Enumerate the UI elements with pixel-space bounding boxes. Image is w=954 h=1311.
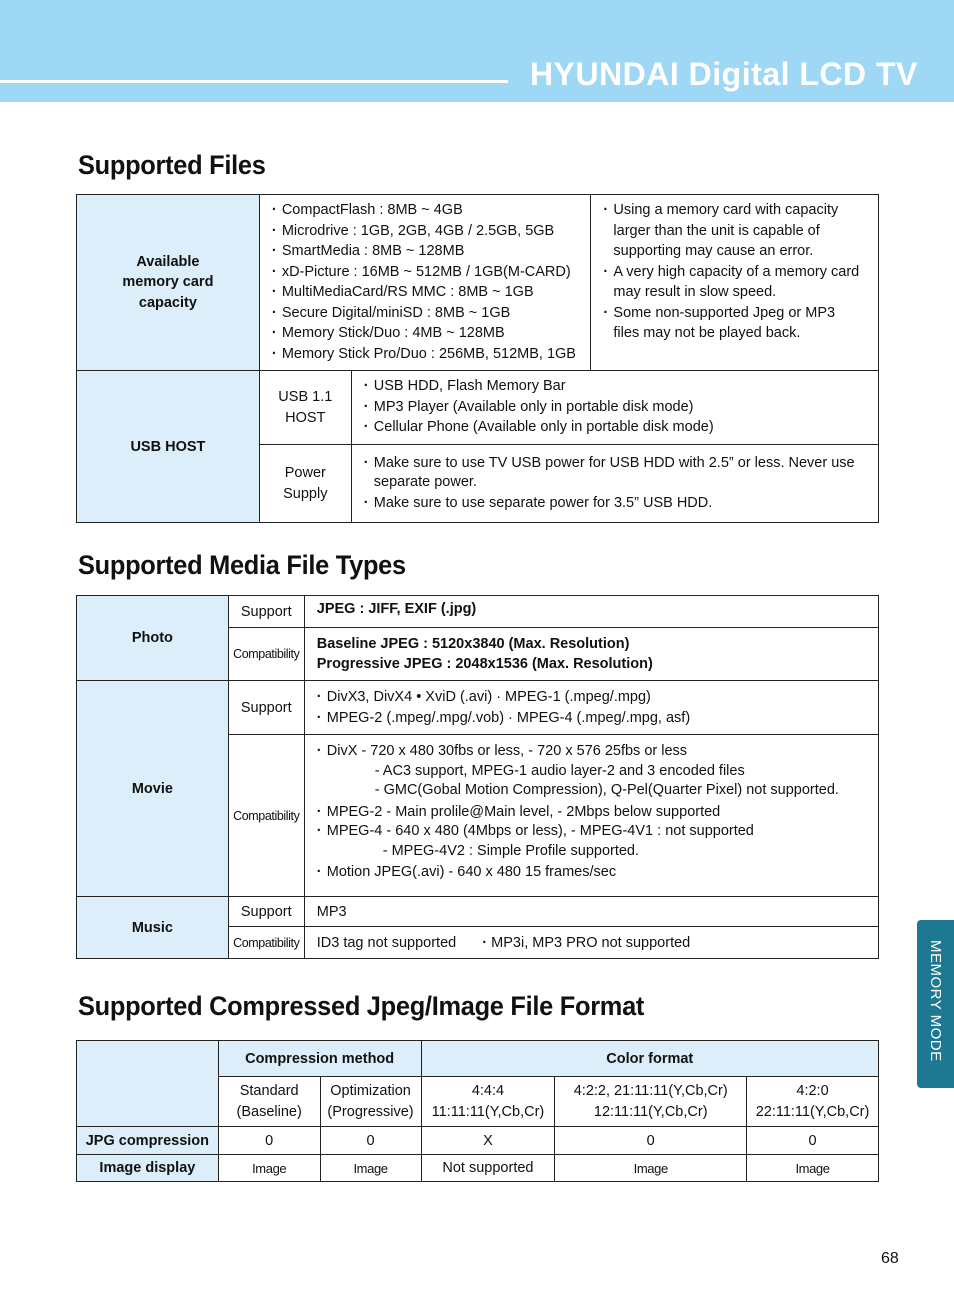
- list-item: · xD-Picture : 16MB ~ 512MB / 1GB(M-CARD): [272, 262, 583, 283]
- corner-cell: [77, 1041, 219, 1127]
- movie-support-label: Support: [228, 681, 304, 735]
- memory-card-label: Available memory card capacity: [77, 195, 260, 371]
- list-item: · Memory Stick Pro/Duo : 256MB, 512MB, 1GB: [272, 344, 583, 365]
- table-cell: 0: [555, 1127, 747, 1155]
- movie-label: Movie: [77, 681, 229, 897]
- list-item: · DivX - 720 x 480 30fbs or less, - 720 x 576 25fbs or less: [317, 742, 870, 762]
- list-item: · USB HDD, Flash Memory Bar: [364, 376, 870, 397]
- list-item: - AC3 support, MPEG-1 audio layer-2 and 3 encoded files: [374, 762, 745, 779]
- photo-label: Photo: [77, 596, 229, 681]
- memory-card-list: [259, 195, 591, 371]
- list-item: · Memory Stick/Duo : 4MB ~ 128MB: [272, 323, 583, 344]
- table-cell: Not supported: [421, 1155, 555, 1182]
- list-item: · A very high capacity of a memory card may result in slow speed.: [603, 262, 864, 303]
- table-cell: Image: [218, 1155, 320, 1182]
- list-item: · MP3 Player (Available only in portable disk mode): [364, 397, 870, 418]
- memory-card-notes: [591, 195, 879, 371]
- photo-support-label: Support: [228, 596, 304, 628]
- usb-host-list: [351, 371, 878, 445]
- power-supply-list: [351, 445, 878, 523]
- list-item: - GMC(Gobal Motion Compression), Q-Pel(Quarter Pixel) not supported.: [374, 782, 839, 798]
- memory-mode-tab[interactable]: [917, 920, 954, 1088]
- list-item: · Some non-supported Jpeg or MP3 files may not be played back.: [603, 303, 864, 344]
- list-item: · Make sure to use separate power for 3.5” USB HDD.: [364, 492, 856, 514]
- movie-support-value: [304, 681, 878, 735]
- column-header: 4:2:0 22:11:11(Y,Cb,Cr): [747, 1077, 879, 1127]
- row-label: Image display: [77, 1155, 219, 1182]
- music-support-label: Support: [228, 897, 304, 927]
- list-item: · MultiMediaCard/RS MMC : 8MB ~ 1GB: [272, 282, 583, 303]
- music-compat-note: ID3 tag not supported: [316, 934, 457, 951]
- list-item: · MPEG-2 - Main prolile@Main level, - 2Mbps below supported: [317, 803, 870, 823]
- list-item: · Using a memory card with capacity larger than the unit is capable of supporting may cause an error.: [603, 200, 864, 262]
- compression-method-header: Compression method: [218, 1041, 421, 1077]
- list-item: · MPEG-2 (.mpeg/.mpg/.vob) · MPEG-4 (.mpeg/.mpg, asf): [317, 708, 870, 729]
- list-item: · Cellular Phone (Available only in portable disk mode): [364, 417, 870, 438]
- list-item: · Secure Digital/miniSD : 8MB ~ 1GB: [272, 303, 583, 324]
- media-file-types-table: [76, 595, 879, 959]
- table-row: [77, 1155, 879, 1182]
- list-item: · CompactFlash : 8MB ~ 4GB: [272, 200, 583, 221]
- usb-11-host-label: USB 1.1 HOST: [259, 371, 351, 445]
- music-compat-note: MP3i, MP3 PRO not supported: [491, 934, 691, 951]
- photo-compat-label: Compatibility: [228, 628, 304, 681]
- list-item: · DivX3, DivX4 • XviD (.avi) · MPEG-1 (.mpeg/.mpg): [317, 687, 870, 708]
- photo-compat-line: Progressive JPEG : 2048x1536 (Max. Resolution): [316, 656, 653, 672]
- list-item: · Make sure to use TV USB power for USB HDD with 2.5” or less. Never use separate power.: [364, 454, 856, 492]
- table-cell: 0: [747, 1127, 879, 1155]
- music-support-value: MP3: [304, 897, 878, 927]
- table-cell: Image: [747, 1155, 879, 1182]
- table-cell: 0: [320, 1127, 421, 1155]
- list-item: - MPEG-4V2 : Simple Profile supported.: [382, 842, 640, 859]
- photo-compat-value: [304, 628, 878, 681]
- power-supply-label: Power Supply: [259, 445, 351, 523]
- table-cell: 0: [218, 1127, 320, 1155]
- list-item: · MPEG-4 - 640 x 480 (4Mbps or less), - MPEG-4V1 : not supported: [317, 822, 870, 842]
- header-title: HYUNDAI Digital LCD TV: [530, 56, 918, 92]
- music-label: Music: [77, 897, 229, 959]
- movie-compat-value: [304, 735, 878, 897]
- table-cell: Image: [320, 1155, 421, 1182]
- music-compat-value: ID3 tag not supported · MP3i, MP3 PRO not supported: [304, 927, 878, 959]
- list-item: · Motion JPEG(.avi) - 640 x 480 15 frames/sec: [317, 863, 870, 883]
- section-title-media-file-types: Supported Media File Types: [78, 550, 406, 580]
- color-format-header: Color format: [421, 1041, 879, 1077]
- page-header: [0, 0, 954, 102]
- photo-compat-line: Baseline JPEG : 5120x3840 (Max. Resolution): [316, 636, 630, 652]
- table-cell: X: [421, 1127, 555, 1155]
- memory-mode-tab-label: MEMORY MODE: [927, 940, 944, 1062]
- list-item: · SmartMedia : 8MB ~ 128MB: [272, 241, 583, 262]
- movie-compat-label: Compatibility: [228, 735, 304, 897]
- table-cell: Image: [555, 1155, 747, 1182]
- row-label: JPG compression: [77, 1127, 219, 1155]
- column-header: Optimization (Progressive): [320, 1077, 421, 1127]
- table-row: [77, 1127, 879, 1155]
- column-header: 4:4:4 11:11:11(Y,Cb,Cr): [421, 1077, 555, 1127]
- supported-files-table: [76, 194, 879, 523]
- section-title-compressed-jpeg: Supported Compressed Jpeg/Image File Format: [78, 991, 645, 1021]
- header-rule: [0, 80, 508, 83]
- section-title-supported-files: Supported Files: [78, 150, 266, 180]
- page-number: 68: [881, 1250, 899, 1267]
- jpeg-format-table: [76, 1040, 879, 1182]
- usb-host-label: USB HOST: [77, 371, 260, 523]
- column-header: 4:2:2, 21:11:11(Y,Cb,Cr) 12:11:11(Y,Cb,Cr): [555, 1077, 747, 1127]
- photo-support-value: JPEG : JIFF, EXIF (.jpg): [304, 596, 878, 628]
- music-compat-label: Compatibility: [228, 927, 304, 959]
- list-item: · Microdrive : 1GB, 2GB, 4GB / 2.5GB, 5GB: [272, 221, 583, 242]
- column-header: Standard (Baseline): [218, 1077, 320, 1127]
